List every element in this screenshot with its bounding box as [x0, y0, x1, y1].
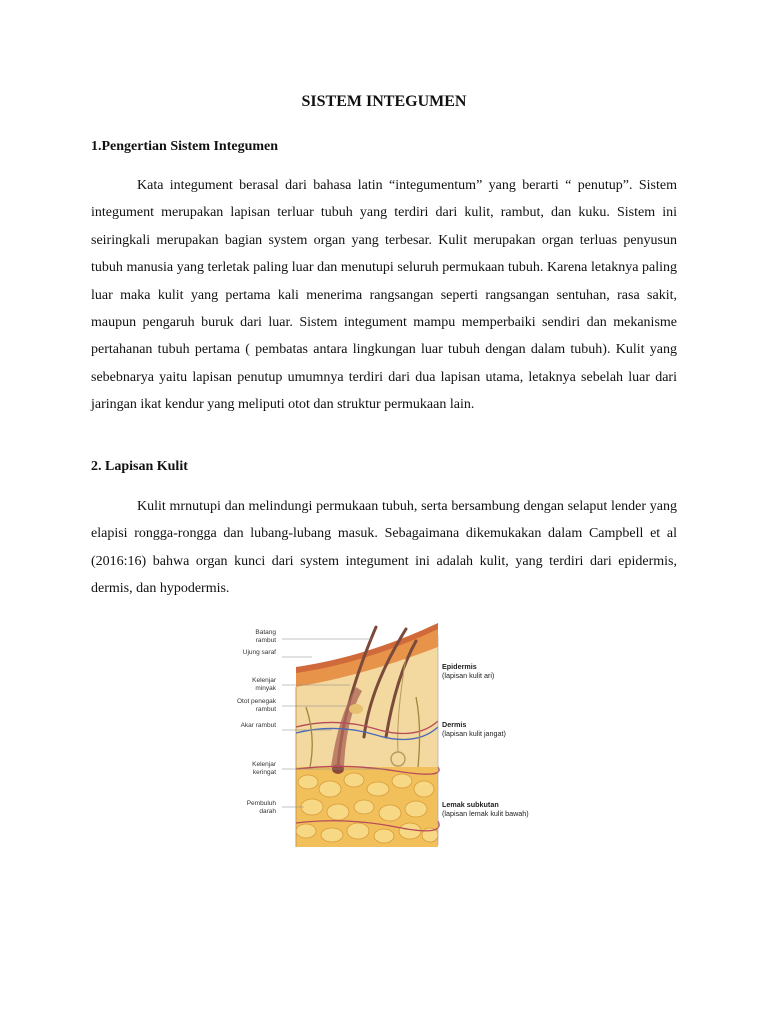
label-dermis-name: Dermis [442, 720, 467, 729]
section-heading-lapisan-kulit: 2. Lapisan Kulit [91, 459, 188, 474]
document-title: SISTEM INTEGUMEN [301, 93, 467, 110]
label-batang-rambut: Batang rambut [255, 629, 276, 644]
label-lemak-sub: (lapisan lemak kulit bawah) [442, 808, 529, 818]
paragraph-pengertian: Kata integument berasal dari bahasa latin “integumentum” yang berarti “ penutup”. Sistem integument merupakan lapisan terluar tubuh yang terdiri dari kulit, rambut, dan kuku. Sistem ini seiringkali merupakan bagian system organ yang terbesar. Kulit merupakan organ terluas penyusun tubuh manusia yang terletak paling luar dan menutupi seluruh permukaan tubuh. Karena letaknya paling luar maka kulit yang pertama kali menerima rangsangan seperti rangsangan sentuhan, rasa sakit, maupun pengaruh buruk dari luar. Sistem integument mampu memperbaiki sendiri dan mekanisme pertahanan tubuh pertama ( pembatas antara lingkungan luar tubuh dengan dalam tubuh). Kulit yang sebebnarya yaitu lapisan penutup umumnya terdiri dari dua lapisan utama, letaknya sebelah luar dari jaringan ikat kendur yang meliputi otot dan struktur permukaan lain. [91, 178, 677, 413]
label-dermis-sub: (lapisan kulit jangat) [442, 728, 506, 738]
label-epidermis [442, 663, 562, 680]
paragraph-lapisan-kulit: Kulit mrnutupi dan melindungi permukaan tubuh, serta bersambung dengan selaput lender yang elapisi rongga-rongga dan lubang-lubang masuk. Sebagaimana dikemukakan dalam Campbell et al (2016:16) bahwa organ kunci dari system integument ini adalah kulit, yang terdiri dari epidermis, dermis, dan hypodermis. [91, 499, 677, 597]
label-akar-rambut: Akar rambut [240, 722, 276, 729]
label-lemak-name: Lemak subkutan [442, 800, 499, 809]
label-kelenjar-keringat: Kelenjar keringat [252, 761, 276, 776]
label-ujung-saraf: Ujung saraf [242, 649, 276, 656]
label-dermis [442, 721, 562, 738]
label-epidermis-name: Epidermis [442, 662, 477, 671]
section-heading-pengertian: 1.Pengertian Sistem Integumen [91, 139, 279, 154]
label-lemak-subkutan [442, 801, 562, 818]
label-epidermis-sub: (lapisan kulit ari) [442, 670, 495, 680]
skin-diagram-figure [236, 617, 546, 849]
label-kelenjar-minyak: Kelenjar minyak [252, 677, 276, 692]
label-pembuluh-darah: Pembuluh darah [246, 800, 276, 815]
label-otot-penegak-rambut: Otot penegak rambut [236, 698, 276, 713]
